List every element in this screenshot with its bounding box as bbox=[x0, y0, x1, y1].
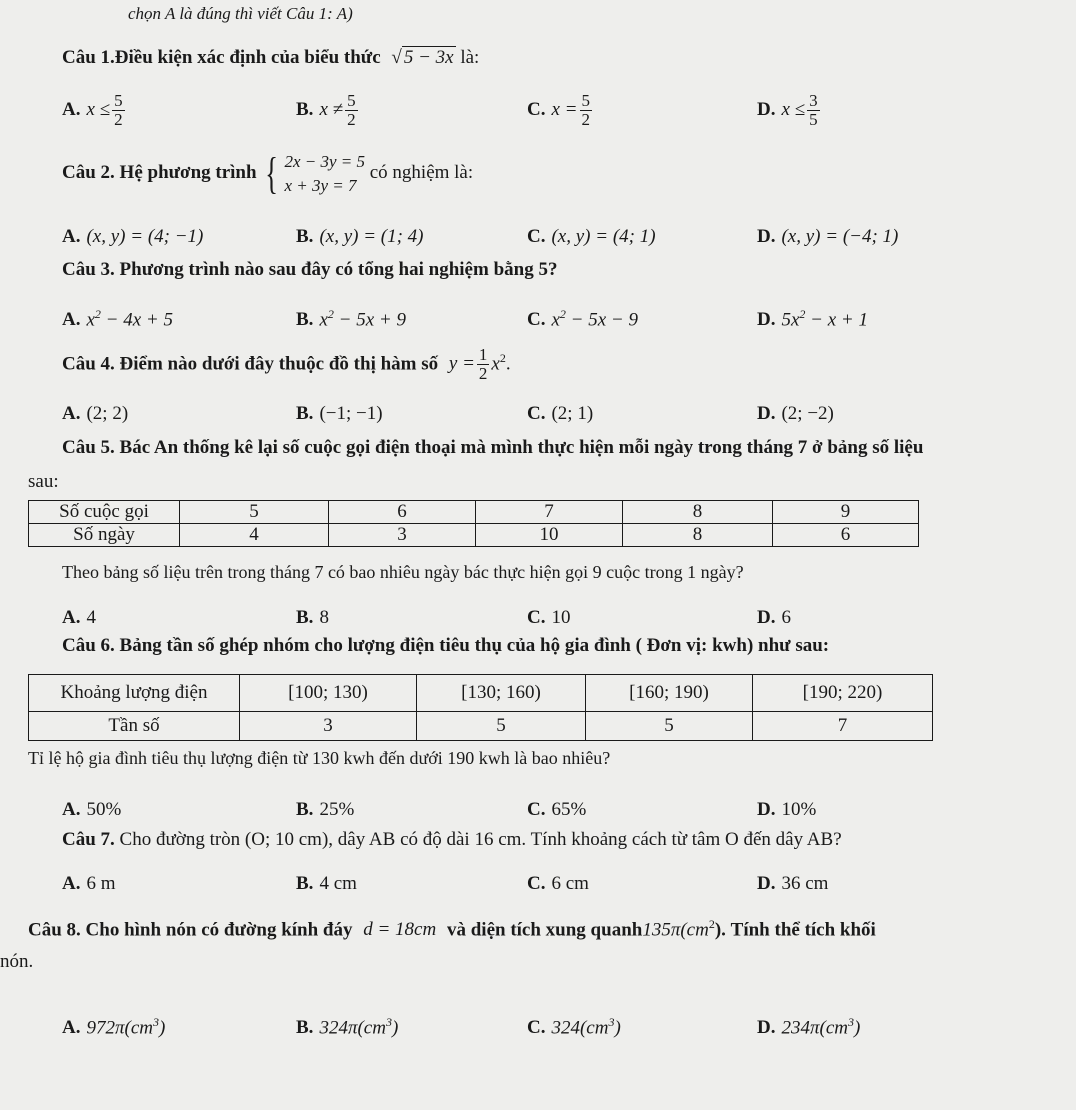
table-row: Số cuộc gọi 5 6 7 8 9 bbox=[29, 501, 919, 524]
q2-option-d[interactable]: D. (x, y) = (−4; 1) bbox=[757, 226, 899, 247]
q4-option-a[interactable]: A. (2; 2) bbox=[62, 403, 129, 424]
q5-option-d[interactable]: D. 6 bbox=[757, 607, 791, 628]
q8-option-d[interactable]: D. $234\pi(cm^3)$ bbox=[757, 1015, 861, 1039]
question-5-ask: Theo bảng số liệu trên trong tháng 7 có bao nhiêu ngày bác thực hiện gọi 9 cuộc trong 1 ngày? bbox=[62, 562, 744, 582]
q2-option-a[interactable]: A. (x, y) = (4; −1) bbox=[62, 226, 204, 247]
q8-option-c[interactable]: C. $324(cm^3)$ bbox=[527, 1015, 621, 1039]
question-6: Câu 6. Bảng tần số ghép nhóm cho lượng điện tiêu thụ của hộ gia đình ( Đơn vị: kwh) như sau: bbox=[62, 635, 830, 656]
page-header: chọn A là đúng thì viết Câu 1: A) bbox=[128, 4, 353, 23]
q3-option-d[interactable]: D. $5x^2 - x + 1$ bbox=[757, 307, 868, 331]
q5-option-c[interactable]: C. 10 bbox=[527, 607, 571, 628]
question-5-cont: sau: bbox=[28, 471, 59, 492]
q7-option-c[interactable]: C. 6 cm bbox=[527, 873, 589, 894]
q4-option-d[interactable]: D. (2; −2) bbox=[757, 403, 834, 424]
q3-option-c[interactable]: C. $x^2 - 5x - 9$ bbox=[527, 307, 638, 331]
q6-option-d[interactable]: D. 10% bbox=[757, 799, 817, 820]
q6-option-b[interactable]: B. 25% bbox=[296, 799, 355, 820]
q6-option-a[interactable]: A. 50% bbox=[62, 799, 122, 820]
q6-option-c[interactable]: C. 65% bbox=[527, 799, 587, 820]
q7-option-a[interactable]: A. 6 m bbox=[62, 873, 116, 894]
q2-option-b[interactable]: B. (x, y) = (1; 4) bbox=[296, 226, 424, 247]
question-7: Câu 7. Cho đường tròn (O; 10 cm), dây AB có độ dài 16 cm. Tính khoảng cách từ tâm O đến dây AB? bbox=[62, 829, 842, 850]
table-row: Số ngày 4 3 10 8 6 bbox=[29, 524, 919, 547]
q3-option-b[interactable]: B. $x^2 - 5x + 9$ bbox=[296, 307, 406, 331]
q1-option-c[interactable]: C. x = $\frac{5}{2}$ bbox=[527, 91, 590, 129]
table-row: Tần số 3 5 5 7 bbox=[29, 712, 933, 741]
calls-table bbox=[28, 500, 919, 547]
q2-option-c[interactable]: C. (x, y) = (4; 1) bbox=[527, 226, 656, 247]
question-1: Câu 1.Điều kiện xác định của biểu thức √ 5 − 3x là: bbox=[62, 47, 480, 68]
q5-option-b[interactable]: B. 8 bbox=[296, 607, 329, 628]
q3-option-a[interactable]: A. $x^2 - 4x + 5$ bbox=[62, 307, 173, 331]
q4-option-c[interactable]: C. (2; 1) bbox=[527, 403, 594, 424]
q8-option-b[interactable]: B. $324\pi(cm^3)$ bbox=[296, 1015, 399, 1039]
q5-option-a[interactable]: A. 4 bbox=[62, 607, 96, 628]
question-2: Câu 2. Hệ phương trình { 2x − 3y = 5 x + 3y = 7 có nghiệm là: bbox=[62, 148, 474, 198]
q7-option-d[interactable]: D. 36 cm bbox=[757, 873, 829, 894]
table-row: Khoảng lượng điện [100; 130) [130; 160) [160; 190) [190; 220) bbox=[29, 675, 933, 712]
question-3: Câu 3. Phương trình nào sau đây có tổng hai nghiệm bằng 5? bbox=[62, 259, 558, 280]
question-6-ask: Tỉ lệ hộ gia đình tiêu thụ lượng điện từ 130 kwh đến dưới 190 kwh là bao nhiêu? bbox=[28, 748, 611, 768]
question-8-cont: nón. bbox=[0, 951, 34, 972]
q1-option-d[interactable]: D. x ≤ $\frac{3}{5}$ bbox=[757, 91, 818, 129]
q4-option-b[interactable]: B. (−1; −1) bbox=[296, 403, 383, 424]
q1-option-b[interactable]: B. x ≠ $\frac{5}{2}$ bbox=[296, 91, 356, 129]
q1-option-a[interactable]: A. x ≤ $\frac{5}{2}$ bbox=[62, 91, 123, 129]
question-5: Câu 5. Bác An thống kê lại số cuộc gọi điện thoại mà mình thực hiện mỗi ngày trong tháng 7 ở bảng số liệu bbox=[62, 437, 924, 458]
electricity-table bbox=[28, 674, 933, 741]
question-4: Câu 4. Điểm nào dưới đây thuộc đồ thị hàm số y = $\frac{1}{2}$ $x^2$. bbox=[62, 345, 511, 384]
question-8: Câu 8. Cho hình nón có đường kính đáy d = 18cm và diện tích xung $quanh135\pi(cm^2)$. Tính thể tích khối bbox=[28, 917, 876, 941]
q7-option-b[interactable]: B. 4 cm bbox=[296, 873, 357, 894]
q8-option-a[interactable]: A. $972\pi(cm^3)$ bbox=[62, 1015, 166, 1039]
